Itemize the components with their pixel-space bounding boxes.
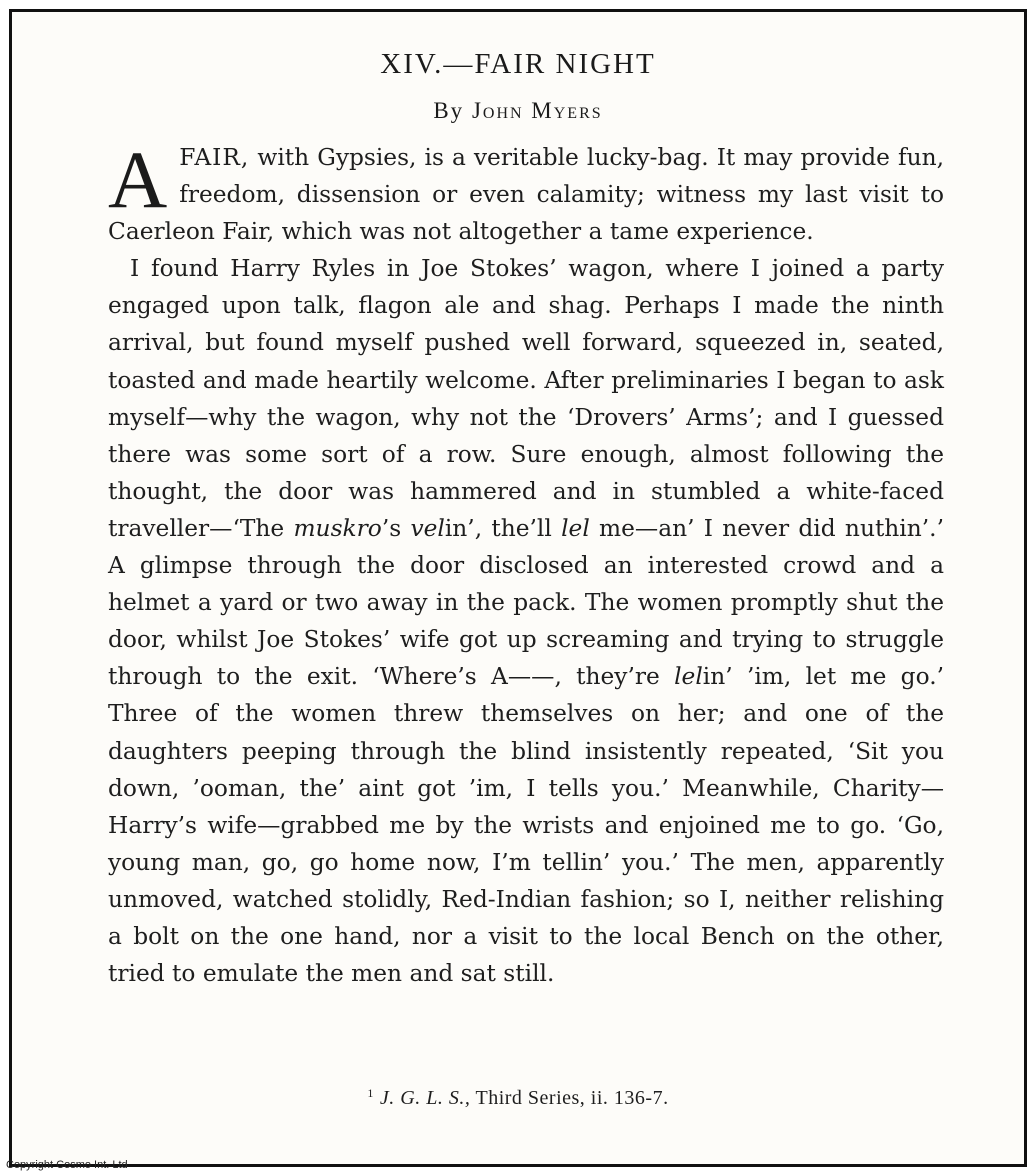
footnote-text: Third Series, ii. 136-7. — [470, 1087, 669, 1109]
paragraph-2 — [108, 250, 944, 992]
paragraph-2-text-4: me—an’ I never did nuthin’.’ A glimpse through the door disclosed an interested crowd and a helmet a yard or two away in the pack. The women promptly shut the door, whilst Joe Stokes’ wife got up screaming and trying to struggle through to the exit. ‘Where’s A——, they’re — [108, 514, 944, 691]
italic-word-lel: lel — [561, 514, 590, 542]
article-body — [108, 134, 945, 992]
paragraph-2-text-5: in’ ’im, let me go.’ Three of the women threw themselves on her; and one of the daughters peeping through the blind insistently repeated, ‘Sit you down, ’ooman, the’ aint got ’im, I tells you.’ Meanwhile, Charity—Harry’s wife—grabbed me by the wrists and enjoined me to go. ‘Go, young man, go, go home now, I’m tellin’ you.’ The men, apparently unmoved, watched stolidly, Red-Indian fashion; so I, neither relishing a bolt on the one hand, nor a visit to the local Bench on the other, tried to emulate the men and sat still. — [108, 663, 945, 988]
paragraph-2-text-1: I found Harry Ryles in Joe Stokes’ wagon, where I joined a party engaged upon talk, flagon ale and shag. Perhaps I made the ninth arrival, but found myself pushed well forward, squeezed in, seated, toasted and made heartily welcome. After preliminaries I began to ask myself—why the wagon, why not the ‘Drovers’ Arms’; and I guessed there was some sort of a row. Sure enough, almost following the thought, the door was hammered and in stumbled a white-faced traveller—‘The — [108, 255, 944, 542]
footnote-reference: J. G. L. S., — [379, 1087, 471, 1109]
byline — [12, 98, 1024, 124]
paragraph-1-text: with Gypsies, is a veritable lucky-bag. It may provide fun, freedom, dissension or even calamity; witness my last visit to Caerleon Fair, which was not altogether a tame experience. — [108, 144, 944, 246]
author-name: John Myers — [471, 98, 603, 123]
drop-cap: A — [108, 134, 168, 225]
footnote — [12, 1086, 1024, 1110]
italic-word-vel: vel — [410, 514, 445, 542]
footnote-marker: 1 — [367, 1086, 374, 1100]
chapter-title: XIV.—FAIR NIGHT — [380, 48, 656, 80]
copyright-notice: Copyright Cosmo Int. Ltd — [6, 1159, 128, 1171]
paragraph-2-text-2: ’s — [381, 514, 411, 542]
byline-by: By — [433, 98, 465, 123]
paragraph-1 — [108, 134, 944, 250]
page-frame — [9, 9, 1027, 1167]
first-word: FAIR, — [179, 144, 250, 171]
paragraph-2-text-3: in’, the’ll — [444, 514, 562, 542]
italic-word-lel-2: lel — [674, 663, 703, 691]
italic-word-muskro: muskro — [293, 514, 382, 542]
